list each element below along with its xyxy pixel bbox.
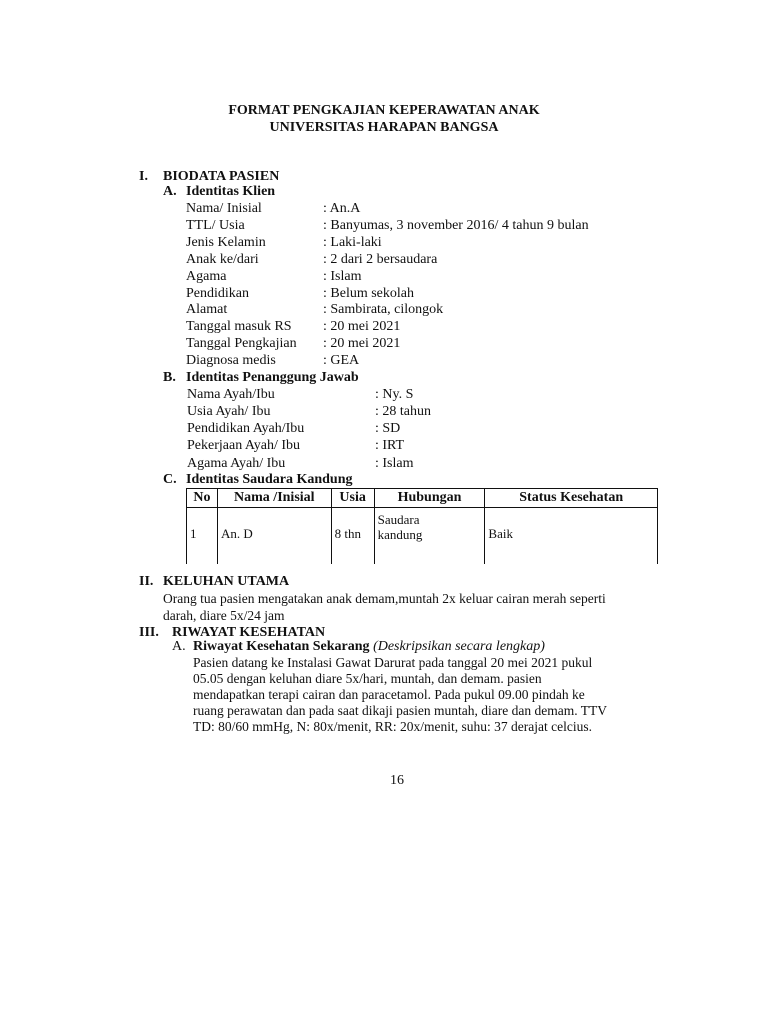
column-header-no: No	[187, 489, 218, 508]
history-line: ruang perawatan dan pada saat dikaji pasien muntah, diare dan demam. TTV	[193, 703, 607, 718]
field-value: : Sambirata, cilongok	[323, 302, 444, 317]
section1-subA-title: Identitas Klien	[186, 184, 276, 199]
field-label: Diagnosa medis	[186, 353, 276, 368]
history-line: mendapatkan terapi cairan dan paracetamol. Pada pukul 09.00 pindah ke	[193, 687, 585, 702]
document-title-line1: FORMAT PENGKAJIAN KEPERAWATAN ANAK	[228, 103, 540, 118]
field-label: Anak ke/dari	[186, 252, 259, 267]
field-value: : 20 mei 2021	[323, 336, 401, 351]
column-header-usia: Usia	[331, 489, 374, 508]
document-title-line2: UNIVERSITAS HARAPAN BANGSA	[269, 120, 499, 135]
field-value: : Laki-laki	[323, 235, 382, 250]
field-value: : Islam	[375, 456, 414, 471]
section3-subA-title: Riwayat Kesehatan Sekarang	[193, 639, 370, 654]
field-label: Nama Ayah/Ibu	[187, 387, 275, 402]
field-value: : 20 mei 2021	[323, 319, 401, 334]
field-label: Agama Ayah/ Ibu	[187, 456, 286, 471]
section1-subC-letter: C.	[163, 472, 177, 487]
sibling-table	[186, 488, 658, 564]
section1-title: BIODATA PASIEN	[163, 169, 280, 184]
field-value: : Islam	[323, 269, 362, 284]
history-line: 05.05 dengan keluhan diare 5x/hari, muntah, dan demam. pasien	[193, 671, 542, 686]
cell-hubungan	[374, 508, 485, 543]
column-header-status: Status Kesehatan	[485, 489, 658, 508]
cell-empty	[331, 542, 374, 564]
field-value: : Belum sekolah	[323, 286, 414, 301]
section2-number: II.	[139, 574, 154, 589]
section1-subB-letter: B.	[163, 370, 176, 385]
section3-title: RIWAYAT KESEHATAN	[172, 625, 326, 640]
section2-line1: Orang tua pasien mengatakan anak demam,muntah 2x keluar cairan merah seperti	[163, 591, 606, 606]
cell-empty	[217, 542, 331, 564]
section3-number: III.	[139, 625, 159, 640]
field-value: : 28 tahun	[375, 404, 431, 419]
field-value: : SD	[375, 421, 401, 436]
field-value: : Banyumas, 3 november 2016/ 4 tahun 9 bulan	[323, 218, 589, 233]
section1-subA-letter: A.	[163, 184, 177, 199]
field-label: TTL/ Usia	[186, 218, 245, 233]
page-number: 16	[390, 773, 404, 788]
cell-empty	[374, 542, 485, 564]
field-label: Jenis Kelamin	[186, 235, 266, 250]
section1-subC-title: Identitas Saudara Kandung	[186, 472, 353, 487]
section3-subA-heading	[193, 639, 545, 655]
field-label: Nama/ Inisial	[186, 201, 262, 216]
field-label: Agama	[186, 269, 227, 284]
field-label: Pekerjaan Ayah/ Ibu	[187, 438, 301, 453]
field-label: Alamat	[186, 302, 228, 317]
cell-hubungan-line1: Saudara	[377, 512, 420, 527]
field-value: : GEA	[323, 353, 360, 368]
column-header-hubungan: Hubungan	[374, 489, 485, 508]
table-row	[187, 508, 658, 543]
cell-no: 1	[187, 508, 218, 543]
table-header-row	[187, 489, 658, 508]
table-row	[187, 542, 658, 564]
cell-empty	[485, 542, 658, 564]
field-value: : An.A	[323, 201, 361, 216]
cell-hubungan-line2: kandung	[377, 527, 423, 542]
section3-subA-letter: A.	[172, 639, 186, 654]
field-label: Tanggal Pengkajian	[186, 336, 297, 351]
field-value: : 2 dari 2 bersaudara	[323, 252, 438, 267]
cell-nama: An. D	[217, 508, 331, 543]
history-line: TD: 80/60 mmHg, N: 80x/menit, RR: 20x/menit, suhu: 37 derajat celcius.	[193, 719, 592, 734]
section1-number: I.	[139, 169, 148, 184]
cell-usia: 8 thn	[331, 508, 374, 543]
field-label: Pendidikan Ayah/Ibu	[187, 421, 305, 436]
section2-title: KELUHAN UTAMA	[163, 574, 290, 589]
section3-subA-note: (Deskripsikan secara lengkap)	[373, 639, 545, 654]
section2-line2: darah, diare 5x/24 jam	[163, 608, 285, 623]
history-line: Pasien datang ke Instalasi Gawat Darurat pada tanggal 20 mei 2021 pukul	[193, 655, 593, 670]
cell-status: Baik	[485, 508, 658, 543]
field-value: : Ny. S	[375, 387, 414, 402]
section1-subB-title: Identitas Penanggung Jawab	[186, 370, 359, 385]
field-value: : IRT	[375, 438, 405, 453]
column-header-nama: Nama /Inisial	[217, 489, 331, 508]
field-label: Pendidikan	[186, 286, 249, 301]
field-label: Tanggal masuk RS	[186, 319, 292, 334]
field-label: Usia Ayah/ Ibu	[187, 404, 271, 419]
cell-empty	[187, 542, 218, 564]
